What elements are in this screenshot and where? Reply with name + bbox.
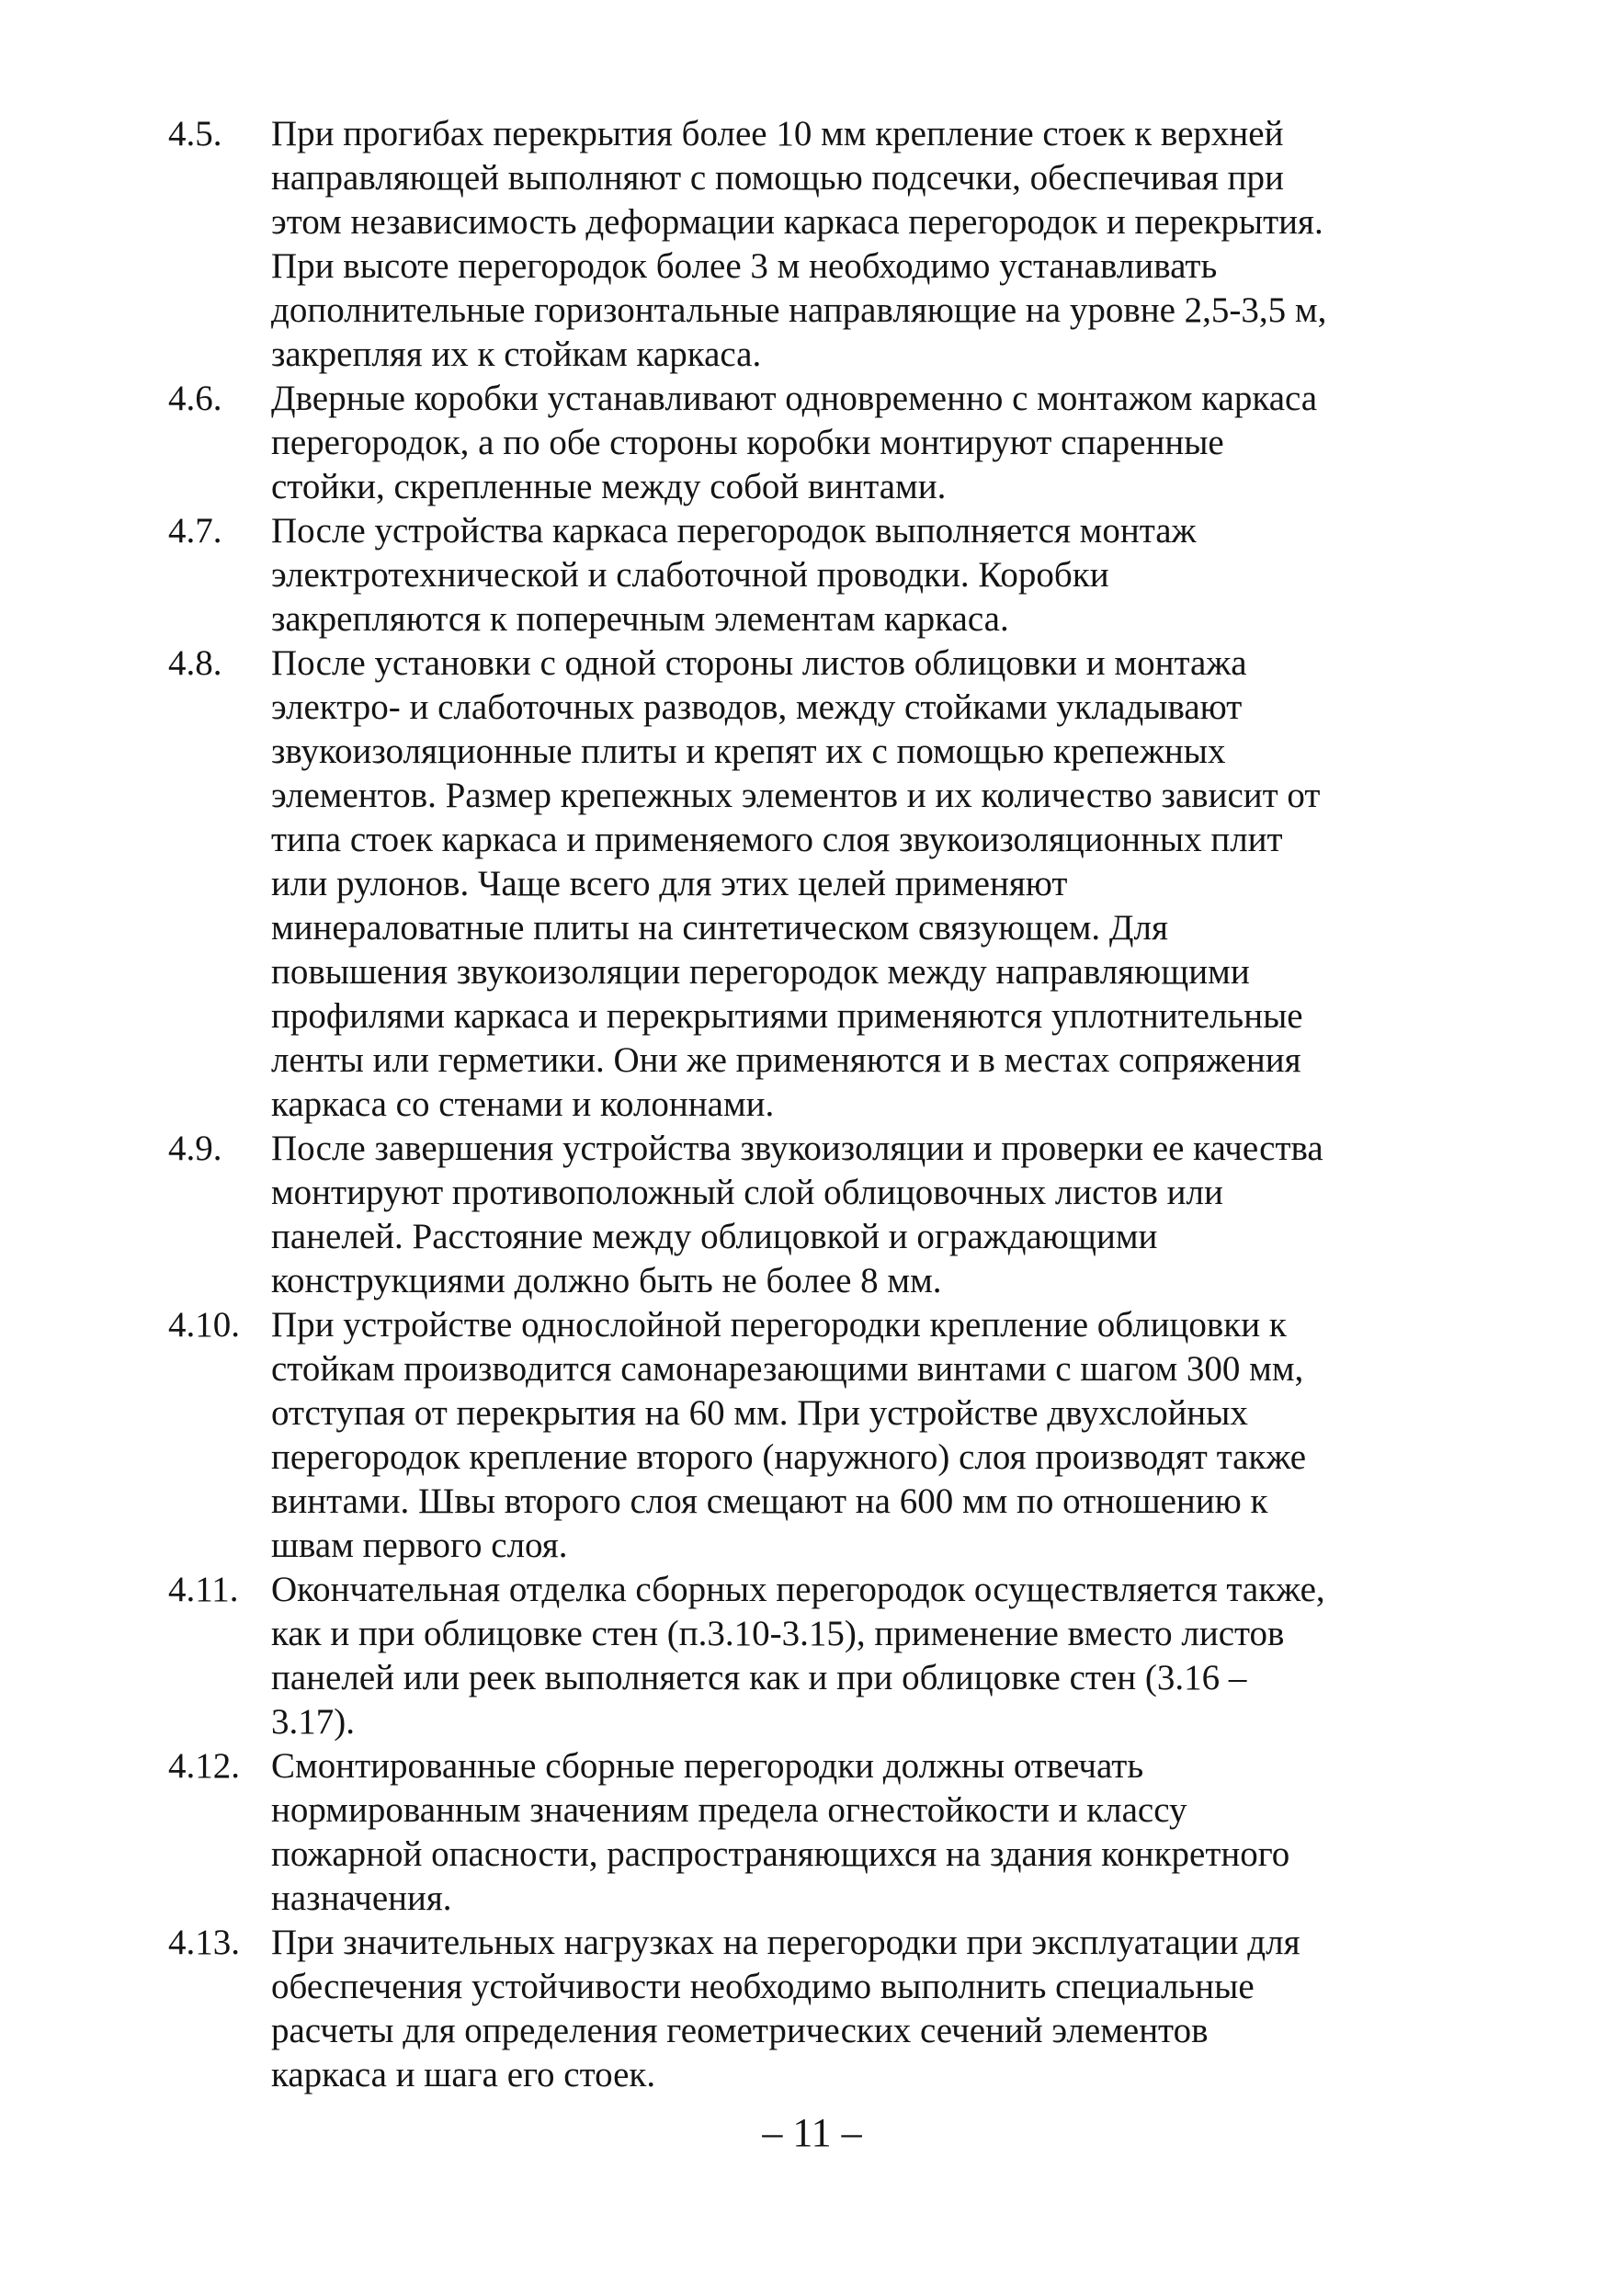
numbered-paragraph	[168, 1568, 1409, 1744]
text-line: панелей или реек выполняется как и при облицовке стен (3.16 –	[271, 1658, 1247, 1697]
text-line: перегородок, а по обе стороны коробки монтируют спаренные	[271, 423, 1224, 462]
text-line: При высоте перегородок более 3 м необходимо устанавливать	[271, 246, 1218, 286]
text-line: После установки с одной стороны листов облицовки и монтажа	[271, 643, 1247, 683]
paragraph-number: 4.13.	[168, 1923, 240, 1962]
text-line: нормированным значениям предела огнестойкости и классу	[271, 1790, 1187, 1830]
text-line: Смонтированные сборные перегородки должны отвечать	[271, 1746, 1144, 1786]
numbered-paragraph	[168, 112, 1409, 377]
text-line: типа стоек каркаса и применяемого слоя звукоизоляционных плит	[271, 820, 1283, 859]
numbered-paragraph	[168, 1303, 1409, 1568]
text-line: конструкциями должно быть не более 8 мм.	[271, 1261, 942, 1300]
text-line: электротехнической и слаботочной проводки. Коробки	[271, 555, 1109, 595]
paragraph-number: 4.10.	[168, 1305, 240, 1345]
paragraph-number: 4.8.	[168, 643, 222, 683]
text-line: звукоизоляционные плиты и крепят их с помощью крепежных	[271, 732, 1226, 771]
text-line: назначения.	[271, 1879, 452, 1918]
numbered-paragraph	[168, 1921, 1409, 2097]
text-line: стойки, скрепленные между собой винтами.	[271, 467, 947, 506]
numbered-paragraph	[168, 509, 1409, 641]
text-line: или рулонов. Чаще всего для этих целей применяют	[271, 864, 1068, 903]
text-line: После устройства каркаса перегородок выполняется монтаж	[271, 511, 1197, 551]
text-line: При прогибах перекрытия более 10 мм крепление стоек к верхней	[271, 114, 1284, 153]
text-line: Окончательная отделка сборных перегородок осуществляется также,	[271, 1570, 1325, 1609]
text-line: обеспечения устойчивости необходимо выполнить специальные	[271, 1967, 1255, 2006]
text-line: направляющей выполняют с помощью подсечки, обеспечивая при	[271, 158, 1284, 198]
text-line: дополнительные горизонтальные направляющие на уровне 2,5-3,5 м,	[271, 290, 1327, 330]
paragraph-text	[271, 112, 1409, 377]
paragraph-number: 4.11.	[168, 1570, 239, 1609]
text-line: профилями каркаса и перекрытиями применяются уплотнительные	[271, 996, 1303, 1036]
text-line: закрепляются к поперечным элементам каркаса.	[271, 599, 1009, 639]
paragraph-text	[271, 1921, 1409, 2097]
text-line: При устройстве однослойной перегородки крепление облицовки к	[271, 1305, 1287, 1345]
text-line: каркаса со стенами и колоннами.	[271, 1084, 775, 1124]
text-line: расчеты для определения геометрических сечений элементов	[271, 2011, 1209, 2050]
paragraph-number: 4.9.	[168, 1129, 222, 1168]
paragraph-text	[271, 1303, 1409, 1568]
paragraph-text	[271, 377, 1409, 509]
text-line: ленты или герметики. Они же применяются и в местах сопряжения	[271, 1040, 1301, 1080]
text-line: 3.17).	[271, 1702, 355, 1742]
paragraph-text	[271, 1568, 1409, 1744]
paragraph-number: 4.5.	[168, 114, 222, 153]
text-line: каркаса и шага его стоек.	[271, 2055, 656, 2094]
numbered-paragraph	[168, 1744, 1409, 1921]
text-line: Дверные коробки устанавливают одновременно с монтажом каркаса	[271, 379, 1318, 418]
numbered-paragraph	[168, 641, 1409, 1127]
numbered-paragraph	[168, 1127, 1409, 1303]
text-line: стойкам производится самонарезающими винтами с шагом 300 мм,	[271, 1349, 1304, 1389]
text-line: При значительных нагрузках на перегородки при эксплуатации для	[271, 1923, 1300, 1962]
numbered-paragraph	[168, 377, 1409, 509]
text-line: электро- и слаботочных разводов, между стойками укладывают	[271, 687, 1243, 727]
text-line: монтируют противоположный слой облицовочных листов или	[271, 1173, 1223, 1212]
paragraph-text	[271, 641, 1409, 1127]
text-line: этом независимость деформации каркаса перегородок и перекрытия.	[271, 202, 1323, 242]
text-line: швам первого слоя.	[271, 1526, 568, 1565]
text-line: повышения звукоизоляции перегородок между направляющими	[271, 952, 1250, 992]
text-line: закрепляя их к стойкам каркаса.	[271, 335, 762, 374]
text-line: как и при облицовке стен (п.3.10-3.15), применение вместо листов	[271, 1614, 1285, 1653]
text-line: панелей. Расстояние между облицовкой и ограждающими	[271, 1217, 1158, 1256]
document-body	[168, 112, 1409, 2097]
text-line: элементов. Размер крепежных элементов и их количество зависит от	[271, 776, 1321, 815]
paragraph-number: 4.6.	[168, 379, 222, 418]
text-line: пожарной опасности, распространяющихся на здания конкретного	[271, 1834, 1290, 1874]
paragraph-text	[271, 1127, 1409, 1303]
paragraph-text	[271, 1744, 1409, 1921]
text-line: винтами. Швы второго слоя смещают на 600 мм по отношению к	[271, 1481, 1268, 1521]
paragraph-number: 4.7.	[168, 511, 222, 551]
text-line: отступая от перекрытия на 60 мм. При устройстве двухслойных	[271, 1393, 1248, 1433]
text-line: минераловатные плиты на синтетическом связующем. Для	[271, 908, 1168, 948]
text-line: перегородок крепление второго (наружного) слоя производят также	[271, 1437, 1307, 1477]
page-number: – 11 –	[762, 2110, 862, 2155]
text-line: После завершения устройства звукоизоляции и проверки ее качества	[271, 1129, 1323, 1168]
paragraph-number: 4.12.	[168, 1746, 240, 1786]
paragraph-text	[271, 509, 1409, 641]
